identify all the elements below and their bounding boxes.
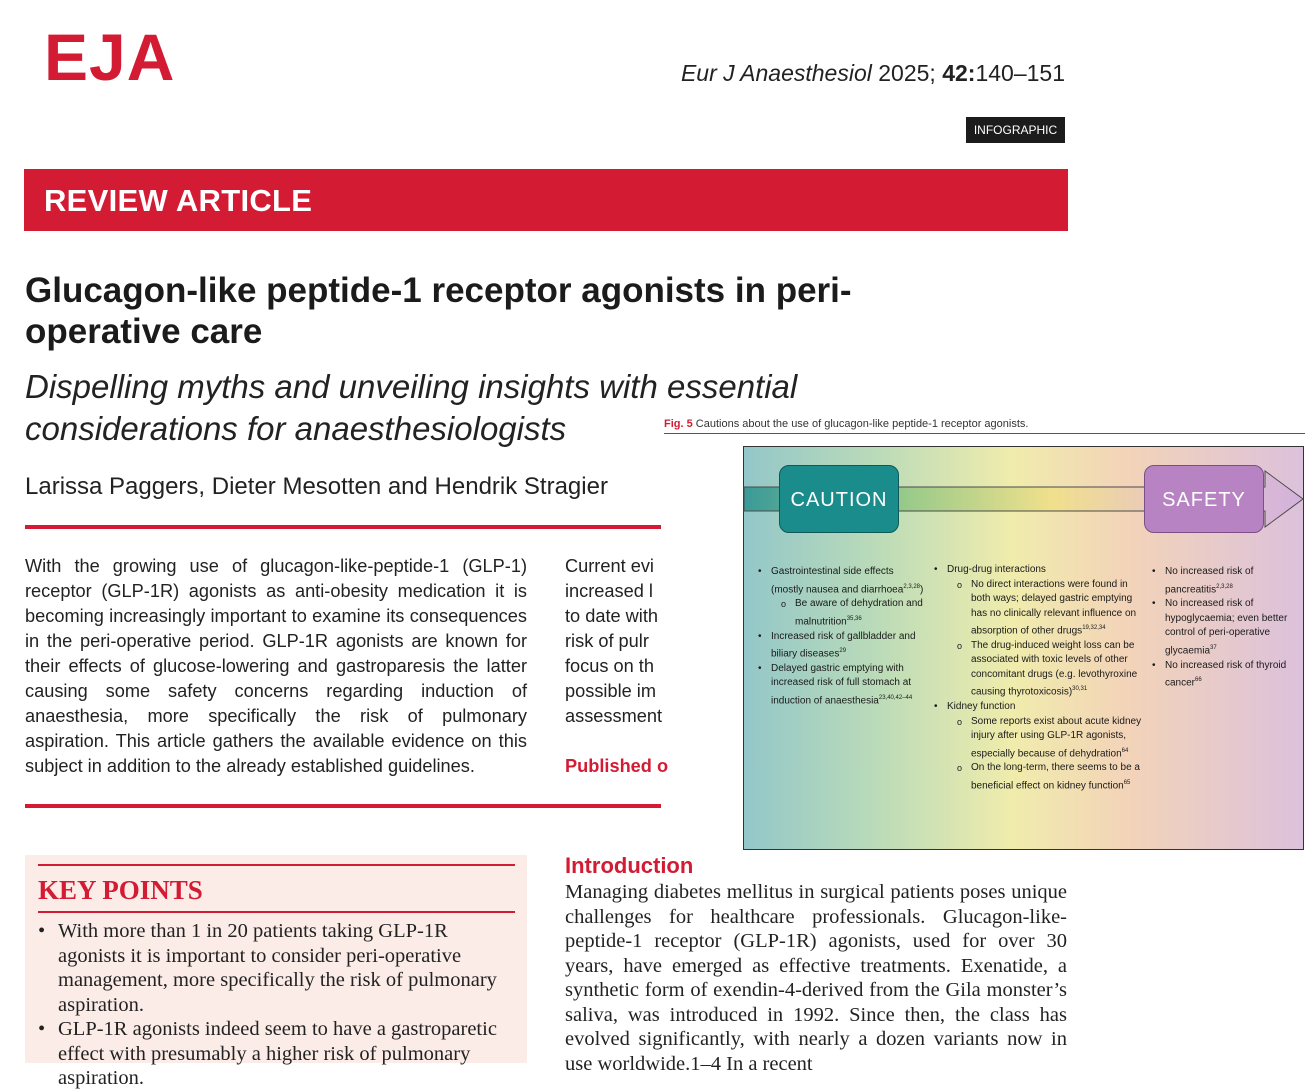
article-authors: Larissa Paggers, Dieter Mesotten and Hendrik Stragier	[25, 473, 608, 500]
middle-sublist	[957, 578, 1146, 701]
divider-top	[25, 525, 661, 529]
caution-sublist	[781, 597, 928, 629]
banner-label: REVIEW ARTICLE	[44, 183, 313, 218]
caution-item: • Delayed gastric emptying with increased risk of full stomach at induction of anaesthesia$^{23,40,42-44}$	[758, 662, 928, 709]
key-points-rule-top	[38, 864, 515, 866]
middle-subitem: o No direct interactions were found in both ways; delayed gastric emptying has no clinically relevant influence on absorption of other drugs$^{19,32,34}$	[957, 578, 1146, 639]
abstract-col2-line: risk of pulr	[565, 631, 649, 651]
article-title: Glucagon-like peptide-1 receptor agonists in peri-operative care	[25, 271, 852, 351]
infographic-badge[interactable]: INFOGRAPHIC	[966, 117, 1065, 143]
safety-list	[1152, 565, 1302, 691]
middle-sublist	[957, 715, 1146, 794]
abstract-col2-line: focus on th	[565, 656, 654, 676]
key-point-item: • With more than 1 in 20 patients taking GLP-1R agonists it is important to consider peri-operative management, more specifically the risk of pulmonary aspiration.	[38, 919, 515, 1017]
citation-year: 2025;	[871, 60, 943, 86]
safety-item: • No increased risk of pancreatitis$^{2,3,28}$	[1152, 565, 1302, 597]
abstract-col2-line: increased l	[565, 581, 653, 601]
key-points-rule	[38, 911, 515, 913]
abstract-col2-line: Current evi	[565, 556, 654, 576]
figure-caption	[664, 418, 1028, 430]
abstract-column-2	[565, 554, 661, 729]
article-subtitle: Dispelling myths and unveiling insights with essential considerations for anaesthesiologists	[25, 368, 798, 447]
safety-item: • No increased risk of hypoglycaemia; even better control of peri-operative glycaemia$^{37}$	[1152, 597, 1302, 658]
citation	[681, 60, 1065, 87]
middle-subitem: o Some reports exist about acute kidney injury after using GLP-1R agonists, especially because of dehydration$^{64}$	[957, 715, 1146, 762]
citation-pages: 140–151	[975, 60, 1065, 86]
key-points-box	[25, 855, 527, 1089]
introduction-text: Managing diabetes mellitus in surgical patients poses unique challenges for healthcare professionals. Glucagon-like-peptide-1 receptor (GLP-1R) agonists, used for over 30 years, have emerged as effective treatments. Exenatide, a synthetic form of exendin-4-derived from the Gila monster’s saliva, was introduced in 1992. Since then, the class has evolved significantly, with nearly a dozen variants now in use worldwide.1–4 In a recent	[565, 881, 1067, 1075]
safety-item: • No increased risk of thyroid cancer$^{66}$	[1152, 659, 1302, 691]
middle-list	[934, 563, 1146, 794]
citation-journal: Eur J Anaesthesiol	[680, 60, 872, 86]
abstract-col2-line: to date with	[565, 606, 659, 626]
middle-subitem: o The drug-induced weight loss can be associated with toxic levels of other concomitant drugs (e.g. levothyroxine causing thyrotoxicosis)$^{30,31}$	[957, 639, 1146, 700]
key-points-title: KEY POINTS	[38, 875, 203, 905]
figure-caption-text: Cautions about the use of glucagon-like peptide-1 receptor agonists.	[692, 418, 1029, 430]
caution-subitem: o Be aware of dehydration and malnutrition$^{35,36}$	[781, 597, 928, 629]
figure-label[interactable]: Fig. 5	[664, 418, 693, 430]
caution-item: • Gastrointestinal side effects (mostly nausea and diarrhoea$^{2,3,28}$) o Be aware of dehydration and malnutrition$^{35,36}$	[758, 565, 928, 630]
abstract-col2-line: possible im	[565, 681, 656, 701]
journal-logo: EJA	[44, 20, 176, 94]
caution-safety-infographic	[743, 446, 1304, 850]
caution-list	[758, 565, 928, 709]
key-points-list	[38, 919, 515, 1091]
citation-volume: 42:	[942, 60, 976, 86]
middle-item: • Drug-drug interactions o No direct interactions were found in both ways; delayed gastric emptying has no clinically relevant influence on absorption of other drugs$^{19,32,34}$ o The drug-induced weight loss can be associated with toxic levels of other concomitant drugs (e.g. levothyroxine causing thyrotoxicosis)$^{30,31}$	[934, 563, 1146, 700]
divider-bottom	[25, 804, 661, 808]
safety-label: SAFETY	[1144, 465, 1264, 533]
middle-subitem: o On the long-term, there seems to be a beneficial effect on kidney function$^{65}$	[957, 761, 1146, 793]
review-article-banner	[24, 169, 1068, 231]
published-info: Published o	[565, 756, 669, 776]
figure-caption-rule	[664, 433, 1305, 434]
introduction-heading: Introduction	[565, 853, 694, 878]
caution-item: • Increased risk of gallbladder and biliary diseases$^{29}$	[758, 630, 928, 662]
caution-label: CAUTION	[779, 465, 899, 533]
abstract-col2-line: assessment	[565, 706, 663, 726]
abstract-text: With the growing use of glucagon-like-peptide-1 (GLP-1) receptor (GLP-1R) agonists as anti-obesity medication it is becoming increasingly important to examine its consequences in the peri-operative period. GLP-1R agonists are known for their effects of glucose-lowering and gastroparesis the latter causing some safety concerns regarding induction of anaesthesia, more specifically the risk of pulmonary aspiration. This article gathers the available evidence on this subject in addition to the already established guidelines.	[25, 556, 527, 776]
key-point-item: • GLP-1R agonists indeed seem to have a gastroparetic effect with presumably a higher risk of pulmonary aspiration.	[38, 1017, 515, 1091]
middle-item: • Kidney function o Some reports exist about acute kidney injury after using GLP-1R agonists, especially because of dehydration$^{64}$ o On the long-term, there seems to be a beneficial effect on kidney function$^{65}$	[934, 700, 1146, 794]
